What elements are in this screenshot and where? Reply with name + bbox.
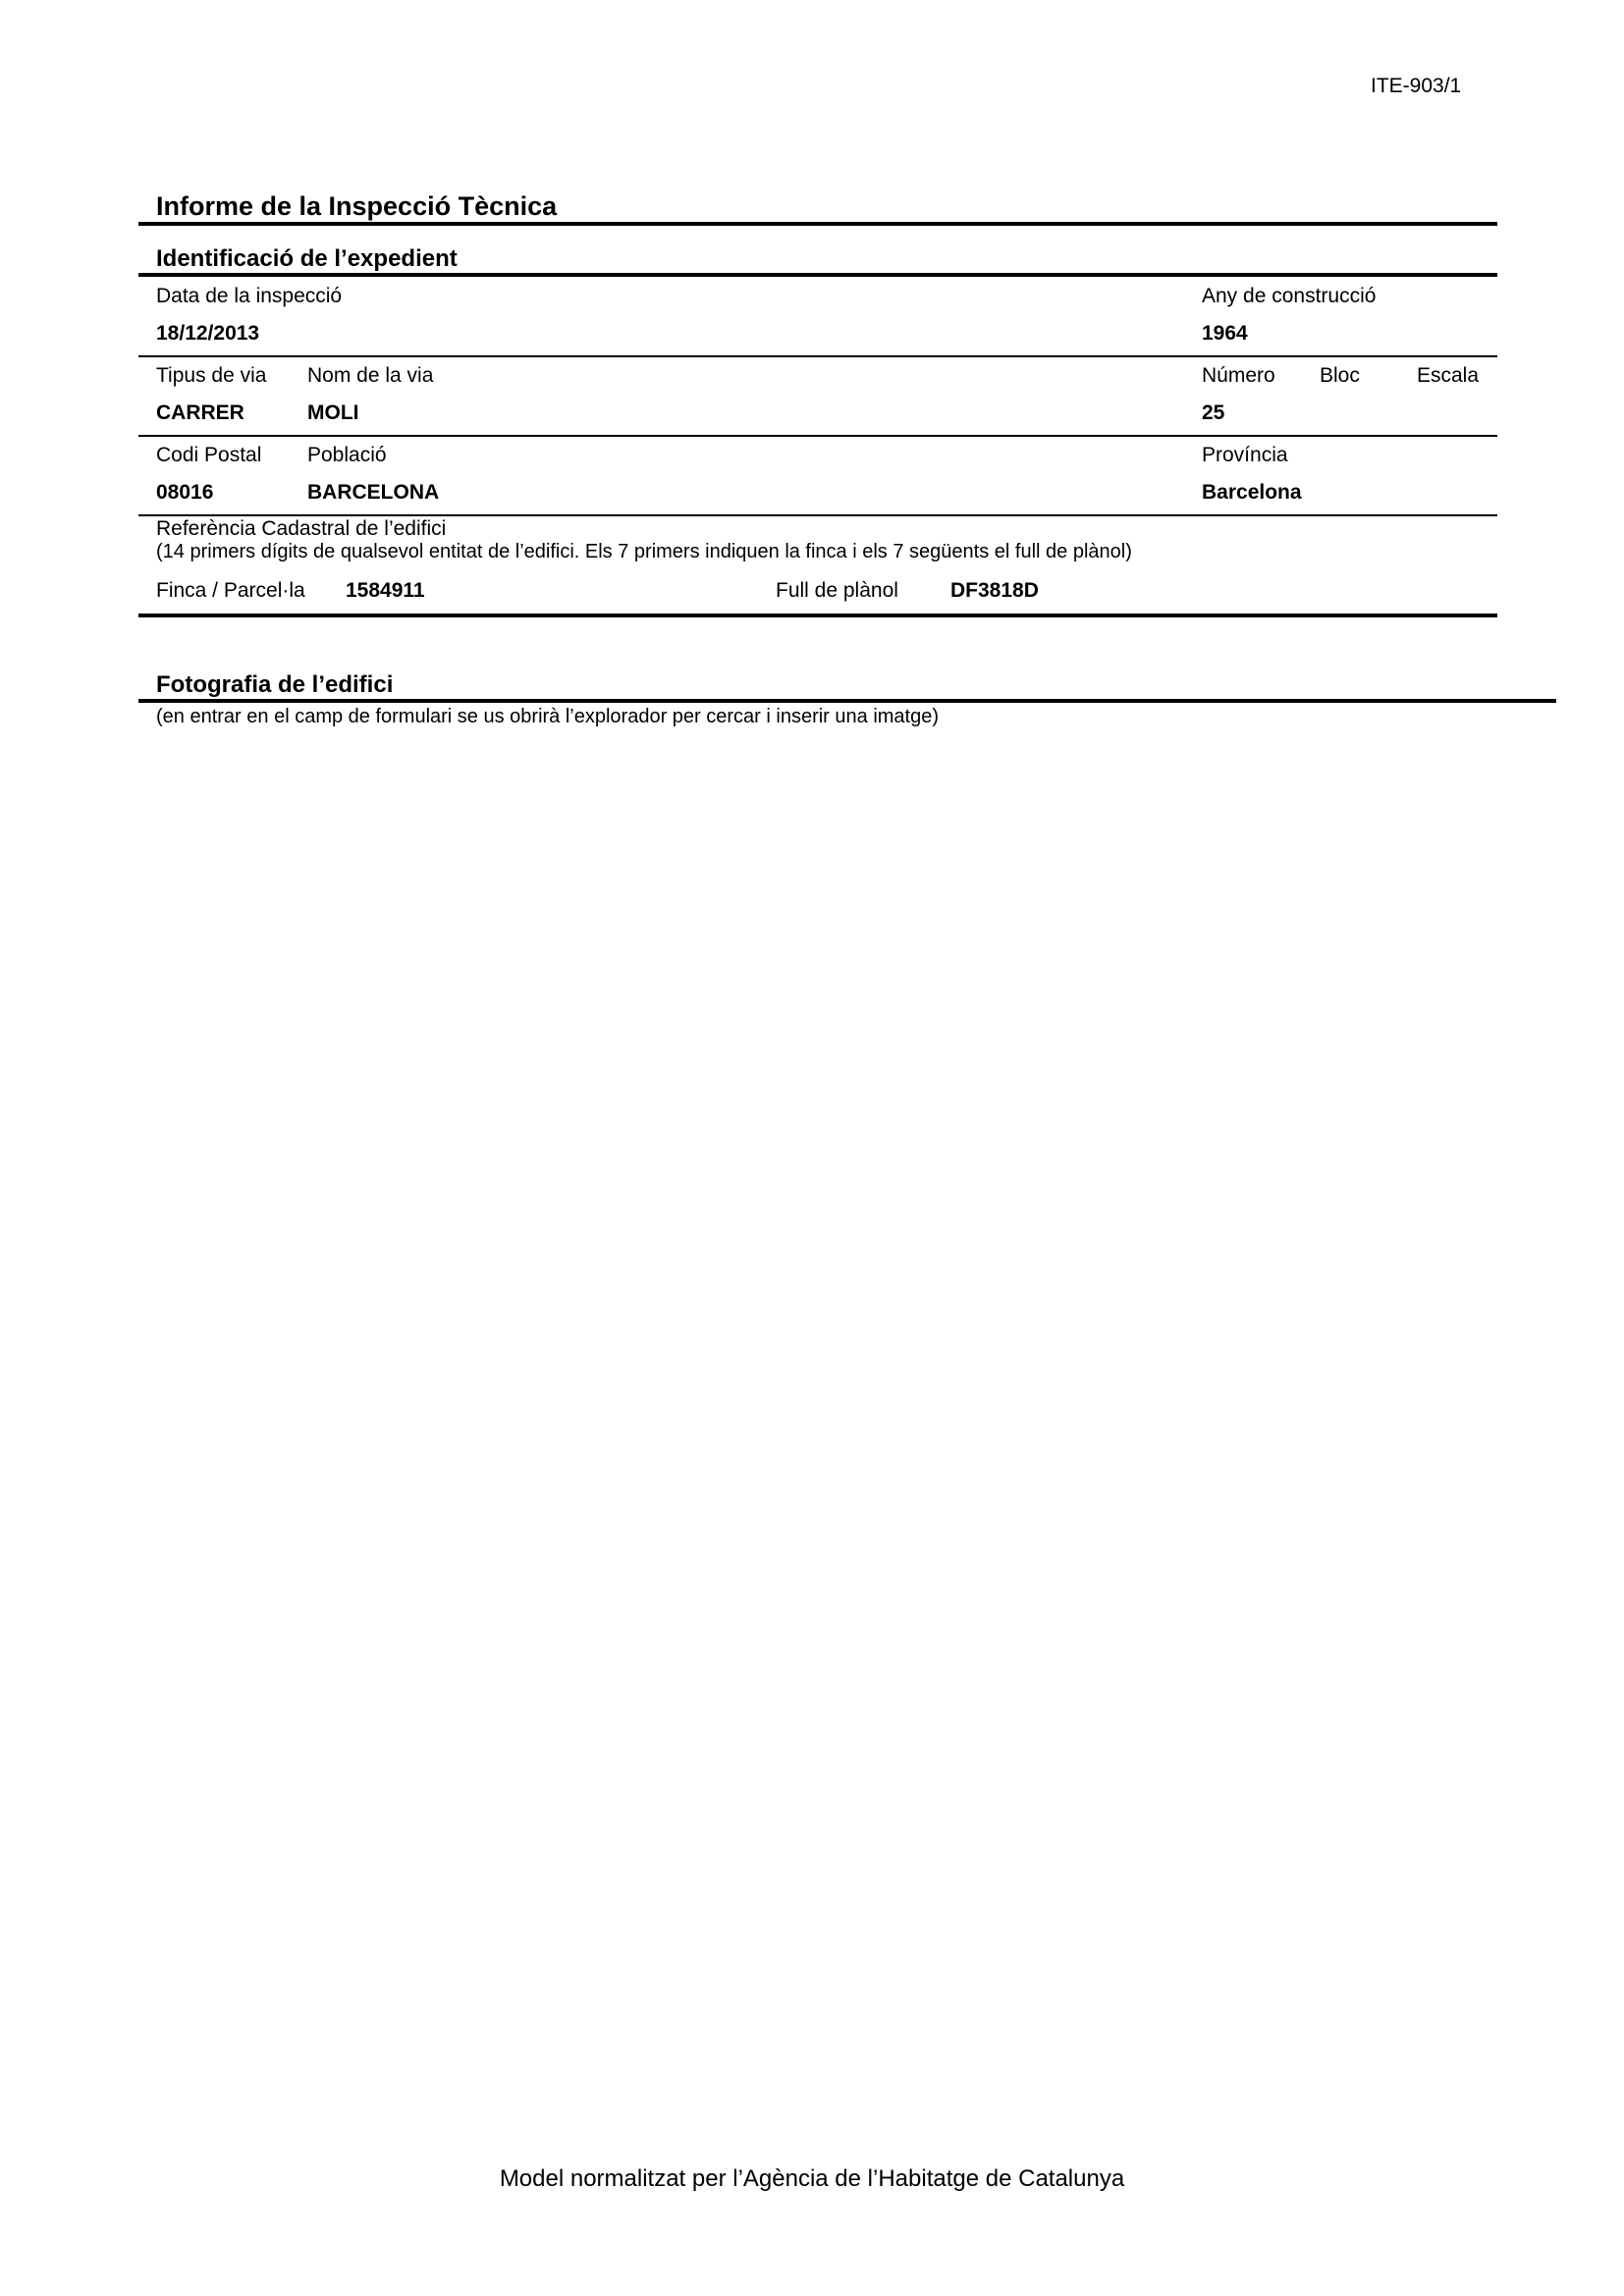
value-poblacio[interactable]: BARCELONA — [307, 481, 440, 504]
title-rule — [138, 222, 1497, 226]
label-any-construccio: Any de construcció — [1202, 285, 1377, 307]
label-nom-via: Nom de la via — [307, 364, 434, 387]
section-heading-fotografia: Fotografia de l’edifici — [156, 671, 394, 698]
value-data-inspeccio[interactable]: 18/12/2013 — [156, 322, 260, 345]
page-title: Informe de la Inspecció Tècnica — [156, 191, 558, 221]
label-ref-cadastral: Referència Cadastral de l’edifici — [156, 517, 447, 540]
value-tipus-via[interactable]: CARRER — [156, 401, 244, 424]
value-provincia[interactable]: Barcelona — [1202, 481, 1302, 504]
row-divider — [138, 514, 1497, 516]
label-poblacio: Població — [307, 444, 387, 466]
document-code: ITE-903/1 — [1371, 75, 1462, 97]
label-escala: Escala — [1417, 364, 1480, 387]
section-rule-fotografia — [138, 699, 1556, 703]
label-numero: Número — [1202, 364, 1275, 387]
value-full-planol[interactable]: DF3818D — [950, 579, 1039, 602]
section-end-rule — [138, 614, 1497, 617]
page-footer: Model normalitzat per l’Agència de l’Habitatge de Catalunya — [499, 2165, 1125, 2192]
label-codi-postal: Codi Postal — [156, 444, 262, 466]
photo-field[interactable] — [138, 736, 1497, 2091]
section-rule-identificacio — [138, 273, 1497, 277]
value-nom-via[interactable]: MOLI — [307, 401, 359, 424]
label-provincia: Província — [1202, 444, 1288, 466]
label-finca: Finca / Parcel·la — [156, 579, 305, 602]
note-ref-cadastral: (14 primers dígits de qualsevol entitat de l’edifici. Els 7 primers indiquen la finca i els 7 següents el full de plànol) — [156, 541, 1132, 562]
value-any-construccio[interactable]: 1964 — [1202, 322, 1248, 345]
value-codi-postal[interactable]: 08016 — [156, 481, 214, 504]
value-numero[interactable]: 25 — [1202, 401, 1225, 424]
label-bloc: Bloc — [1320, 364, 1360, 387]
note-fotografia: (en entrar en el camp de formulari se us obrirà l’explorador per cercar i inserir una imatge) — [156, 706, 940, 727]
section-heading-identificacio: Identificació de l’expedient — [156, 245, 458, 272]
row-divider — [138, 355, 1497, 357]
label-tipus-via: Tipus de via — [156, 364, 267, 387]
row-divider — [138, 435, 1497, 437]
label-data-inspeccio: Data de la inspecció — [156, 285, 343, 307]
value-finca[interactable]: 1584911 — [346, 579, 425, 602]
label-full-planol: Full de plànol — [776, 579, 898, 602]
